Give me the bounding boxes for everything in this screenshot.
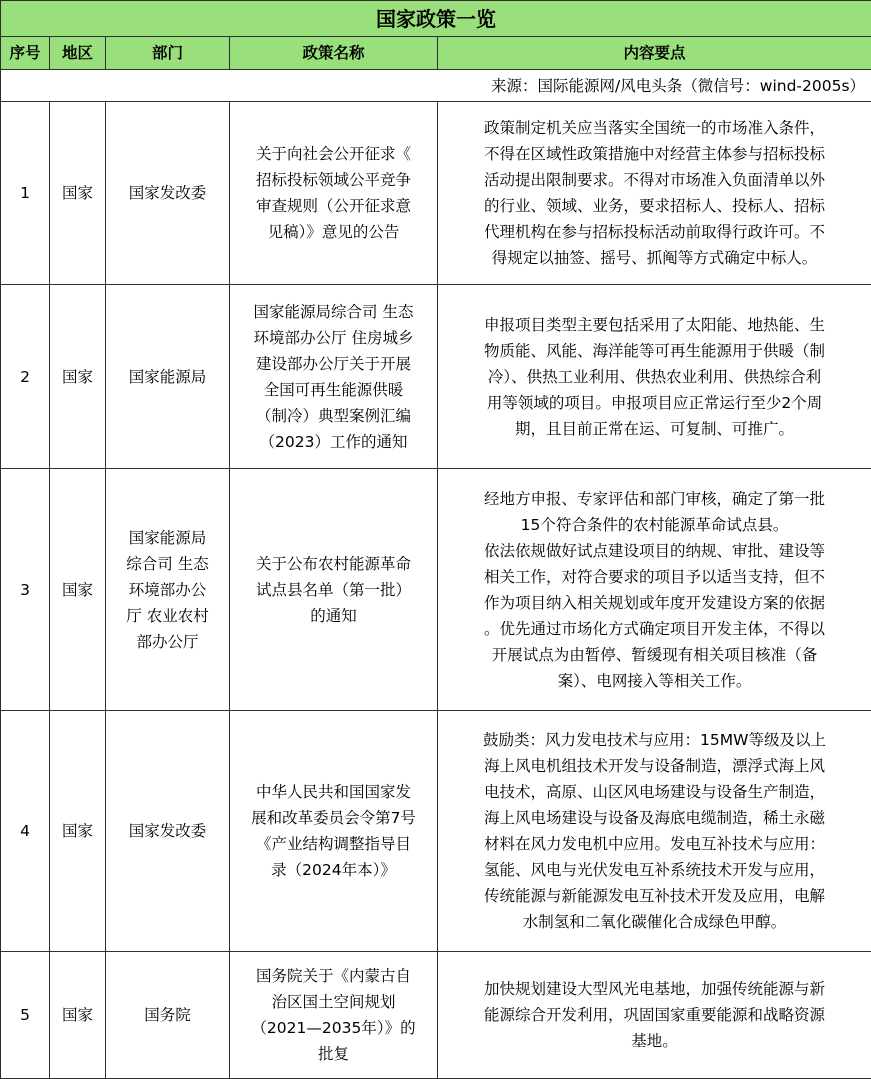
content-line: 电技术，高原、山区风电场建设与设备生产制造，: [484, 782, 826, 801]
row-dept: 国家发改委: [106, 710, 230, 951]
row-content: [438, 102, 871, 285]
row-dept: [106, 469, 230, 711]
row-region: 国家: [50, 951, 106, 1078]
policy-name-line: 治区国土空间规划: [271, 992, 396, 1011]
content-line: 依法依规做好试点建设项目的纳规、审批、建设等: [484, 541, 826, 560]
header-name: 政策名称: [230, 37, 438, 70]
source-row: [1, 70, 871, 102]
header-region: 地区: [50, 37, 106, 70]
policy-name-line: 国家能源局综合司 生态: [253, 302, 414, 321]
row-dept: 国家能源局: [106, 284, 230, 469]
dept-line: 综合司 生态: [126, 554, 209, 573]
content-line: 相关工作，对符合要求的项目予以适当支持，但不: [484, 567, 826, 586]
row-region: 国家: [50, 710, 106, 951]
content-line: 开展试点为由暂停、暂缓现有相关项目核准（备: [491, 645, 818, 664]
content-line: 期，且目前正常在运、可复制、可推广。: [515, 419, 795, 438]
row-no: 5: [1, 951, 50, 1078]
table-row: [1, 951, 871, 1078]
row-no: 2: [1, 284, 50, 469]
row-content: [438, 951, 871, 1078]
row-dept: 国家发改委: [106, 102, 230, 285]
title-row: [1, 1, 871, 37]
policy-name-line: 环境部办公厅 住房城乡: [253, 328, 414, 347]
content-line: 水制氢和二氧化碳催化合成绿色甲醇。: [522, 912, 787, 931]
table-row: [1, 710, 871, 951]
header-no: 序号: [1, 37, 50, 70]
dept-line: 国家能源局: [128, 528, 207, 547]
policy-name-line: 见稿）》意见的公告: [267, 223, 400, 241]
content-line: 海上风电场建设与设备及海底电缆制造，稀土永磁: [484, 808, 826, 827]
policy-name-line: 的通知: [310, 606, 357, 625]
table-title: 国家政策一览: [1, 1, 871, 37]
policy-name-line: 试点县名单（第一批）: [255, 580, 411, 599]
row-no: 1: [1, 102, 50, 285]
policy-name-line: 关于向社会公开征求《: [255, 145, 411, 163]
row-no: 4: [1, 710, 50, 951]
content-line: 申报项目类型主要包括采用了太阳能、地热能、生: [484, 315, 826, 334]
content-line: 。优先通过市场化方式确定项目开发主体，不得以: [484, 619, 826, 638]
row-region: 国家: [50, 102, 106, 285]
content-line: 活动提出限制要求。不得对市场准入负面清单以外: [484, 171, 826, 189]
row-no: 3: [1, 469, 50, 711]
policy-name-line: （制冷）典型案例汇编: [255, 406, 411, 425]
dept-line: 厅 农业农村: [126, 606, 209, 625]
policy-name-line: 招标投标领域公平竞争: [255, 171, 411, 189]
header-content: 内容要点: [438, 37, 871, 70]
policy-name-line: 关于公布农村能源革命: [255, 554, 411, 573]
row-policy-name: [230, 102, 438, 285]
row-content: [438, 284, 871, 469]
table-row: [1, 469, 871, 711]
row-policy-name: [230, 710, 438, 951]
policy-name-line: （2023）工作的通知: [259, 432, 408, 451]
content-line: 传统能源与新能源发电互补技术开发及应用，电解: [484, 886, 826, 905]
content-line: 基地。: [631, 1031, 678, 1050]
content-line: 材料在风力发电机中应用。发电互补技术与应用：: [484, 834, 826, 853]
dept-line: 部办公厅: [136, 632, 199, 651]
content-line: 的行业、领域、业务，要求招标人、投标人、招标: [484, 197, 826, 215]
content-line: 得规定以抽签、摇号、抓阄等方式确定中标人。: [491, 249, 818, 267]
content-line: 代理机构在参与招标投标活动前取得行政许可。不: [484, 223, 826, 241]
content-line: 用等领域的项目。申报项目应正常运行至少2个周: [486, 393, 823, 412]
content-line: 鼓励类：风力发电技术与应用：15MW等级及以上: [483, 730, 826, 749]
content-line: 能源综合开发利用，巩固国家重要能源和战略资源: [484, 1005, 826, 1024]
content-line: 物质能、风能、海洋能等可再生能源用于供暖（制: [484, 341, 826, 360]
policy-name-line: 全国可再生能源供暖: [263, 380, 404, 399]
policy-name-line: 展和改革委员会令第7号: [251, 808, 416, 827]
content-line: 作为项目纳入相关规划或年度开发建设方案的依据: [484, 593, 826, 612]
content-line: 海上风电机组技术开发与设备制造，漂浮式海上风: [484, 756, 826, 775]
row-region: 国家: [50, 469, 106, 711]
dept-line: 环境部办公: [128, 580, 207, 599]
row-policy-name: [230, 469, 438, 711]
row-content: [438, 469, 871, 711]
policy-name-line: 中华人民共和国国家发: [255, 782, 411, 801]
policy-name-line: 《产业结构调整指导目: [255, 834, 411, 853]
policy-name-line: （2021—2035年）》的: [251, 1018, 416, 1037]
policy-name-line: 建设部办公厅关于开展: [255, 354, 411, 373]
row-dept: 国务院: [106, 951, 230, 1078]
header-dept: 部门: [106, 37, 230, 70]
policy-name-line: 国务院关于《内蒙古自: [255, 966, 411, 985]
header-row: [1, 37, 871, 70]
row-region: 国家: [50, 284, 106, 469]
policy-name-line: 录（2024年本）》: [271, 860, 396, 879]
content-line: 加快规划建设大型风光电基地，加强传统能源与新: [484, 979, 826, 998]
policy-name-line: 批复: [317, 1044, 349, 1063]
content-line: 15个符合条件的农村能源革命试点县。: [520, 515, 789, 534]
content-line: 不得在区域性政策措施中对经营主体参与招标投标: [484, 145, 826, 163]
source-note: 来源：国际能源网/风电头条（微信号：wind-2005s）: [1, 70, 871, 102]
content-line: 经地方申报、专家评估和部门审核，确定了第一批: [484, 489, 826, 508]
row-policy-name: [230, 951, 438, 1078]
content-line: 政策制定机关应当落实全国统一的市场准入条件，: [484, 119, 826, 137]
content-line: 案）、电网接入等相关工作。: [557, 671, 752, 690]
row-content: [438, 710, 871, 951]
table-row: [1, 102, 871, 285]
content-line: 氢能、风电与光伏发电互补系统技术开发与应用，: [484, 860, 826, 879]
row-policy-name: [230, 284, 438, 469]
content-line: 冷）、供热工业利用、供热农业利用、供热综合利: [487, 367, 822, 386]
policy-name-line: 审查规则（公开征求意: [255, 197, 411, 215]
table-row: [1, 284, 871, 469]
